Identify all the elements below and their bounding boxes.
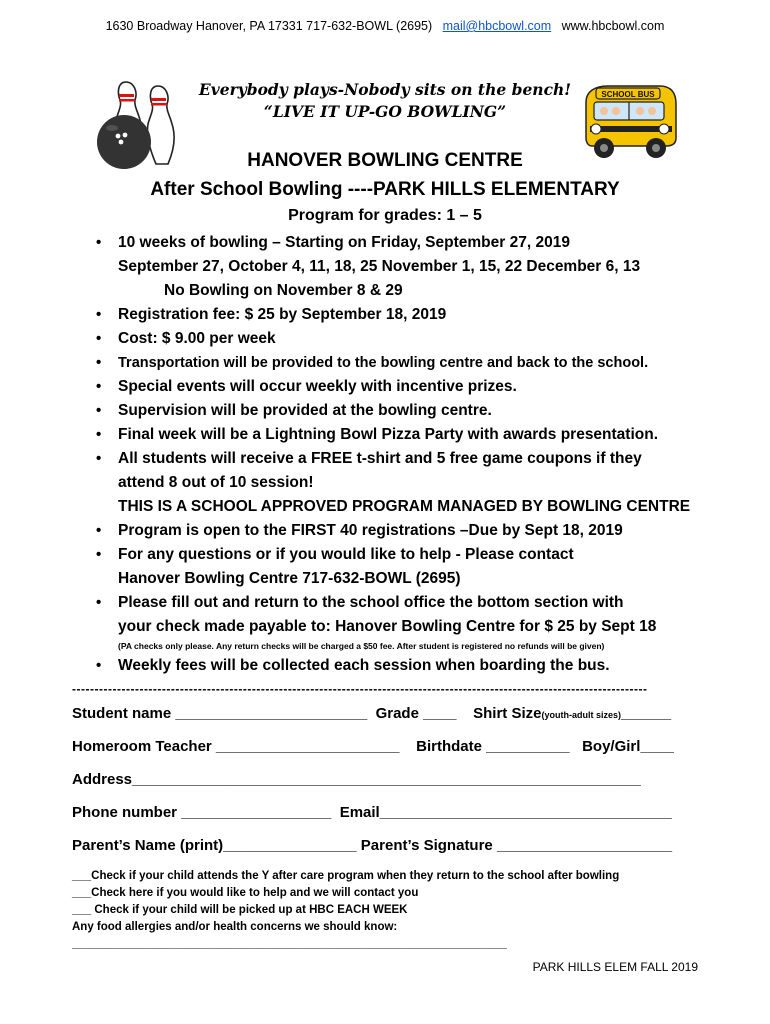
form-row-contact <box>72 804 696 821</box>
list-item: • Transportation will be provided to the bowling centre and back to the school. <box>96 351 704 375</box>
website-text: www.hbcbowl.com <box>561 19 665 33</box>
email-field[interactable]: Email___________________________________ <box>339 804 672 821</box>
form-row-student <box>72 705 696 722</box>
approved-notice: THIS IS A SCHOOL APPROVED PROGRAM MANAGED BY BOWLING CENTRE <box>118 498 691 515</box>
volunteer-checkbox[interactable]: ___Check here if you would like to help and we will contact you <box>72 887 419 899</box>
list-item: • Program is open to the FIRST 40 registrations –Due by Sept 18, 2019 <box>96 519 704 543</box>
document-title: HANOVER BOWLING CENTRE <box>247 150 523 171</box>
after-care-checkbox[interactable]: ___Check if your child attends the Y after care program when they return to the school after bowling <box>72 870 620 882</box>
list-item: • Final week will be a Lightning Bowl Pizza Party with awards presentation. <box>96 423 704 447</box>
birthdate-field[interactable]: Birthdate __________ <box>416 738 570 755</box>
pickup-checkbox[interactable]: ___ Check if your child will be picked up at HBC EACH WEEK <box>72 904 408 916</box>
document-subtitle: After School Bowling ----PARK HILLS ELEMENTARY <box>150 179 620 200</box>
list-item: • Please fill out and return to the school office the bottom section with your check made payable to: Hanover Bowling Centre for $ 25 by Sept 18 (PA checks only please. Any return checks will be charged a $50 fee. After student is registered no refunds will be given) <box>96 591 704 654</box>
footer-label: PARK HILLS ELEM FALL 2019 <box>532 960 698 974</box>
grades-line: Program for grades: 1 – 5 <box>288 207 482 224</box>
list-item: • Weekly fees will be collected each session when boarding the bus. <box>96 654 704 678</box>
no-bowling-note: No Bowling on November 8 & 29 <box>164 282 403 299</box>
allergies-label: Any food allergies and/or health concerns we should know: <box>72 921 398 933</box>
list-item: • For any questions or if you would like to help - Please contact Hanover Bowling Centre 717-632-BOWL (2695) <box>96 543 704 591</box>
header-contact <box>0 19 770 33</box>
cut-line: -------------------------------------------------------------------------------------------------------------------------------- <box>72 682 648 696</box>
list-item: • Cost: $ 9.00 per week <box>96 327 704 351</box>
phone-number-field[interactable]: Phone number __________________ <box>72 804 332 821</box>
allergies-field[interactable]: ____________________________________________________________________ <box>72 938 507 950</box>
slogan-line-2: “LIVE IT UP-GO BOWLING” <box>263 102 507 121</box>
list-item: • Supervision will be provided at the bowling centre. <box>96 399 704 423</box>
grade-field[interactable]: Grade ____ <box>375 705 457 722</box>
parent-name-field[interactable]: Parent’s Name (print)________________ <box>72 837 357 854</box>
form-row-homeroom <box>72 738 696 755</box>
program-details-list <box>96 231 704 678</box>
bus-sign-text: SCHOOL BUS <box>601 90 655 99</box>
parent-signature-field[interactable]: Parent’s Signature _____________________ <box>360 837 673 854</box>
list-item: • 10 weeks of bowling – Starting on Friday, September 27, 2019 September 27, October 4, 11, 18, 25 November 1, 15, 22 December 6, 13 No Bowling on November 8 & 29 <box>96 231 704 303</box>
session-dates: September 27, October 4, 11, 18, 25 November 1, 15, 22 December 6, 13 <box>118 258 641 275</box>
shirt-size-field[interactable]: Shirt Size(youth-adult sizes)______ <box>473 705 672 722</box>
header-address: 1630 Broadway Hanover, PA 17331 717-632-BOWL (2695) <box>105 19 433 33</box>
boy-girl-field[interactable]: Boy/Girl____ <box>582 738 674 755</box>
homeroom-teacher-field[interactable]: Homeroom Teacher ______________________ <box>72 738 400 755</box>
payment-note: (PA checks only please. Any return checks will be charged a $50 fee. After student is registered no refunds will be given) <box>118 641 605 651</box>
list-item: • Registration fee: $ 25 by September 18, 2019 <box>96 303 704 327</box>
email-link[interactable]: mail@hbcbowl.com <box>442 19 552 33</box>
address-field[interactable]: Address_____________________________________________________________ <box>72 771 641 788</box>
list-item: • Special events will occur weekly with incentive prizes. <box>96 375 704 399</box>
slogan-line-1: Everybody plays-Nobody sits on the bench! <box>198 80 572 99</box>
form-row-parent <box>72 837 696 854</box>
student-name-field[interactable]: Student name _______________________ <box>72 705 368 722</box>
list-item: • All students will receive a FREE t-shirt and 5 free game coupons if they attend 8 out of 10 session! THIS IS A SCHOOL APPROVED PROGRAM MANAGED BY BOWLING CENTRE <box>96 447 704 519</box>
